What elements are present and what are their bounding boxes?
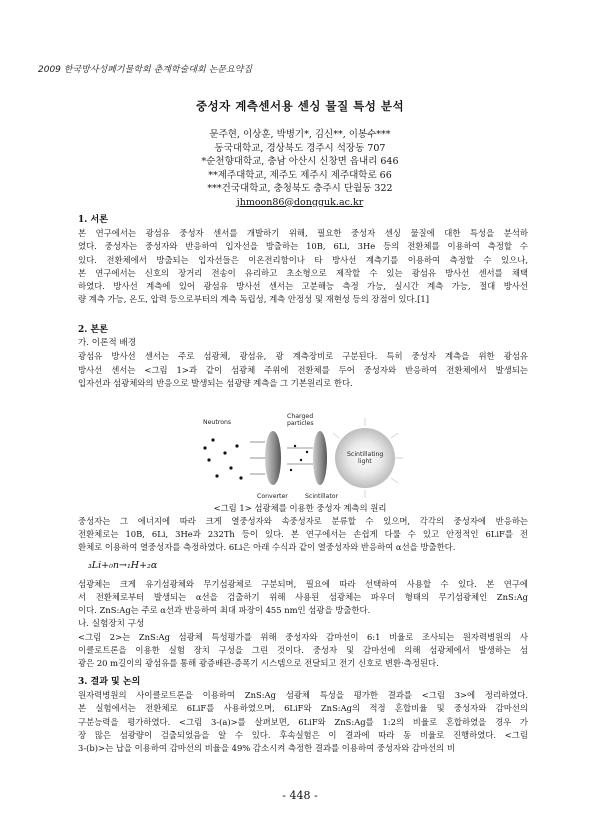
scintillator-paragraph — [78, 578, 528, 670]
paragraph — [78, 689, 528, 755]
text-line: 있다. 전환체에서 방출되는 입자선들은 이온전리함이나 타 방사선 계측기를 이용하여 측정할 수 있으나, — [78, 254, 528, 265]
section-introduction — [78, 214, 528, 306]
text-line: 본 실험에서는 전환체로 6LiF를 사용하였으며, 6LiF와 ZnS:Ag의 적정 혼합비율 및 중성자와 감마선의 — [78, 703, 528, 714]
subsection-heading: 나. 실험장치 구성 — [78, 618, 145, 629]
text-line: 광섬유 방사선 센서는 주로 섬광체, 광섬유, 광 계측장비로 구분된다. 특히 중성자 계측을 위한 광섬유 — [78, 351, 528, 362]
text-line: 전환체로는 10B, 6Li, 3He과 232Th 등이 있다. 본 연구에서는 손쉽게 다룰 수 있고 안정적인 6LiF를 전 — [78, 529, 528, 540]
text-line: <그림 2>는 ZnS:Ag 섬광체 특성평가를 위해 중성자와 감마선이 6:1 비율로 조사되는 원자력병원의 사 — [78, 631, 528, 642]
subsection-heading: 가. 이론적 배경 — [78, 338, 137, 349]
particle-dots — [290, 445, 308, 471]
text-line: 환체로 이용하여 열중성자를 측정하였다. 6Li은 아래 수식과 같이 열중성자와 반응하여 α선을 방출한다. — [78, 542, 456, 553]
author-names: 문주현, 이상훈, 박병기*, 김신**, 이봉수*** — [209, 129, 391, 140]
label-charged: Charged — [287, 413, 314, 420]
label-scintillating: Scintillating — [347, 451, 384, 458]
affiliation-3: **제주대학교, 제주도 제주시 제주대학로 66 — [208, 169, 392, 181]
text-line: 구분능력을 평가하였다. <그림 3-(a)>를 살펴보면, 6LiF와 ZnS:Ag를 1:2의 비율로 혼합하였을 경우 가 — [78, 716, 528, 727]
text-line: 원자력병원의 사이클로트론을 이용하여 ZnS:Ag 섬광체 특성을 평가한 결과를 <그림 3>에 정리하였다. — [78, 690, 528, 701]
flow-arrows — [250, 442, 265, 474]
text-line: 방사선 센서는 <그림 1>과 같이 섬광체 주위에 전환체를 두어 중성자와 반응하여 전환체에서 발생되는 — [78, 364, 528, 375]
figure-1-diagram — [195, 408, 415, 503]
text-line: 이클로트론을 이용한 실험 장치 구성을 그린 것이다. 중성자 및 감마선에 의해 섬광체에서 발생하는 섬 — [78, 645, 528, 656]
label-neutrons: Neutrons — [203, 419, 232, 426]
neutron-dots — [203, 438, 242, 479]
text-line: 광은 20 m길이의 광섬유를 통해 광증배관-증폭기 시스템으로 전달되고 전기 신호로 변환·측정된다. — [78, 658, 439, 669]
label-particles: particles — [287, 420, 314, 427]
text-line: 섬광체는 크게 유기섬광체와 무기섬광체로 구분되며, 필요에 따라 선택하여 사용할 수 있다. 본 연구에 — [78, 579, 528, 589]
text-line: 본 연구에서는 신호의 장거리 전송이 유리하고 초소형으로 제작할 수 있는 광섬유 방사선 센서를 채택 — [78, 267, 528, 278]
text-line: 서 전환체로부터 발생되는 α선을 검출하기 위해 사용된 섬광체는 파우더 형태의 무기섬광체인 ZnS:Ag — [78, 592, 528, 603]
label-converter: Converter — [257, 493, 288, 500]
paragraph — [78, 350, 528, 390]
reaction-formula: ₃Li+₀n→₁H+₂α — [88, 560, 158, 571]
converter-paragraph — [78, 515, 528, 555]
figure-1-caption: <그림 1> 섬광체를 이용한 중성자 계측의 원리 — [213, 503, 387, 513]
text-line: 하였다. 방사선 계측에 있어 광섬유 방사선 센서는 고분해능 측정 가능, 실시간 계측 가능, 절대 방사선 — [78, 281, 528, 292]
section-main-body — [78, 324, 528, 390]
text-line: 량 계측 가능, 온도, 압력 등으로부터의 계측 독립성, 계측 안정성 및 재현성 등의 장점이 있다.[1] — [78, 294, 430, 305]
page-number: - 448 - — [282, 789, 318, 802]
section-heading: 2. 본론 — [78, 325, 108, 335]
text-line: 3-(b)>는 납을 이용하여 감마선의 비율을 49% 감소시켜 측정한 결과를 이용하여 중성자와 감마선의 비 — [78, 743, 455, 754]
text-line: 이다. ZnS:Ag는 주로 α선과 반응하여 최대 파장이 455 nm인 섬광을 방출한다. — [78, 605, 371, 616]
affiliation-1: 동국대학교, 경상북도 경주시 석장동 707 — [214, 142, 386, 154]
affiliation-4: ***건국대학교, 충청북도 충주시 단월동 322 — [207, 183, 393, 194]
author-list — [0, 128, 600, 209]
section-heading: 1. 서론 — [78, 215, 108, 225]
text-line: 본 연구에서는 광섬유 중성자 센서를 개발하기 위해, 필요한 중성자 센싱 물질에 대한 특성을 분석하 — [78, 228, 528, 239]
paragraph — [78, 631, 528, 671]
section-results — [78, 676, 528, 755]
paragraph — [78, 227, 528, 306]
text-line: 중성자는 그 에너지에 따라 크게 열중성자와 속중성자로 분류할 수 있으며, 각각의 중성자에 반응하는 — [78, 516, 528, 526]
converter-disc — [265, 431, 281, 485]
text-line: 장 많은 섬광량이 검출되었음을 알 수 있다. 후속실험은 이 결과에 따라 동 비율로 진행하였다. <그림 — [78, 729, 528, 740]
text-line: 입자선과 섬광체와의 반응으로 발생되는 섬광량 계측을 그 기본원리로 한다. — [78, 377, 353, 388]
section-heading: 3. 결과 및 논의 — [78, 677, 141, 687]
scintillator-disc — [313, 431, 327, 485]
text-line: 였다. 중성자는 중성자와 반응하여 입자선을 방출하는 10B, 6Li, 3He 등의 전환체를 이용하여 측정할 수 — [78, 241, 528, 252]
running-header: 2009 한국방사성폐기물학회 춘계학술대회 논문요약집 — [38, 65, 253, 75]
affiliation-2: *순천향대학교, 충남 아산시 신창면 읍내리 646 — [201, 156, 399, 167]
author-email: jhmoon86@dongguk.ac.kr — [236, 196, 364, 208]
label-scintillator: Scintillator — [305, 493, 339, 500]
title-block — [0, 98, 600, 209]
paragraph — [78, 515, 528, 555]
paragraph — [78, 578, 528, 618]
label-light: light — [358, 458, 372, 465]
paper-title: 중성자 계측센서용 센싱 물질 특성 분석 — [195, 99, 405, 113]
